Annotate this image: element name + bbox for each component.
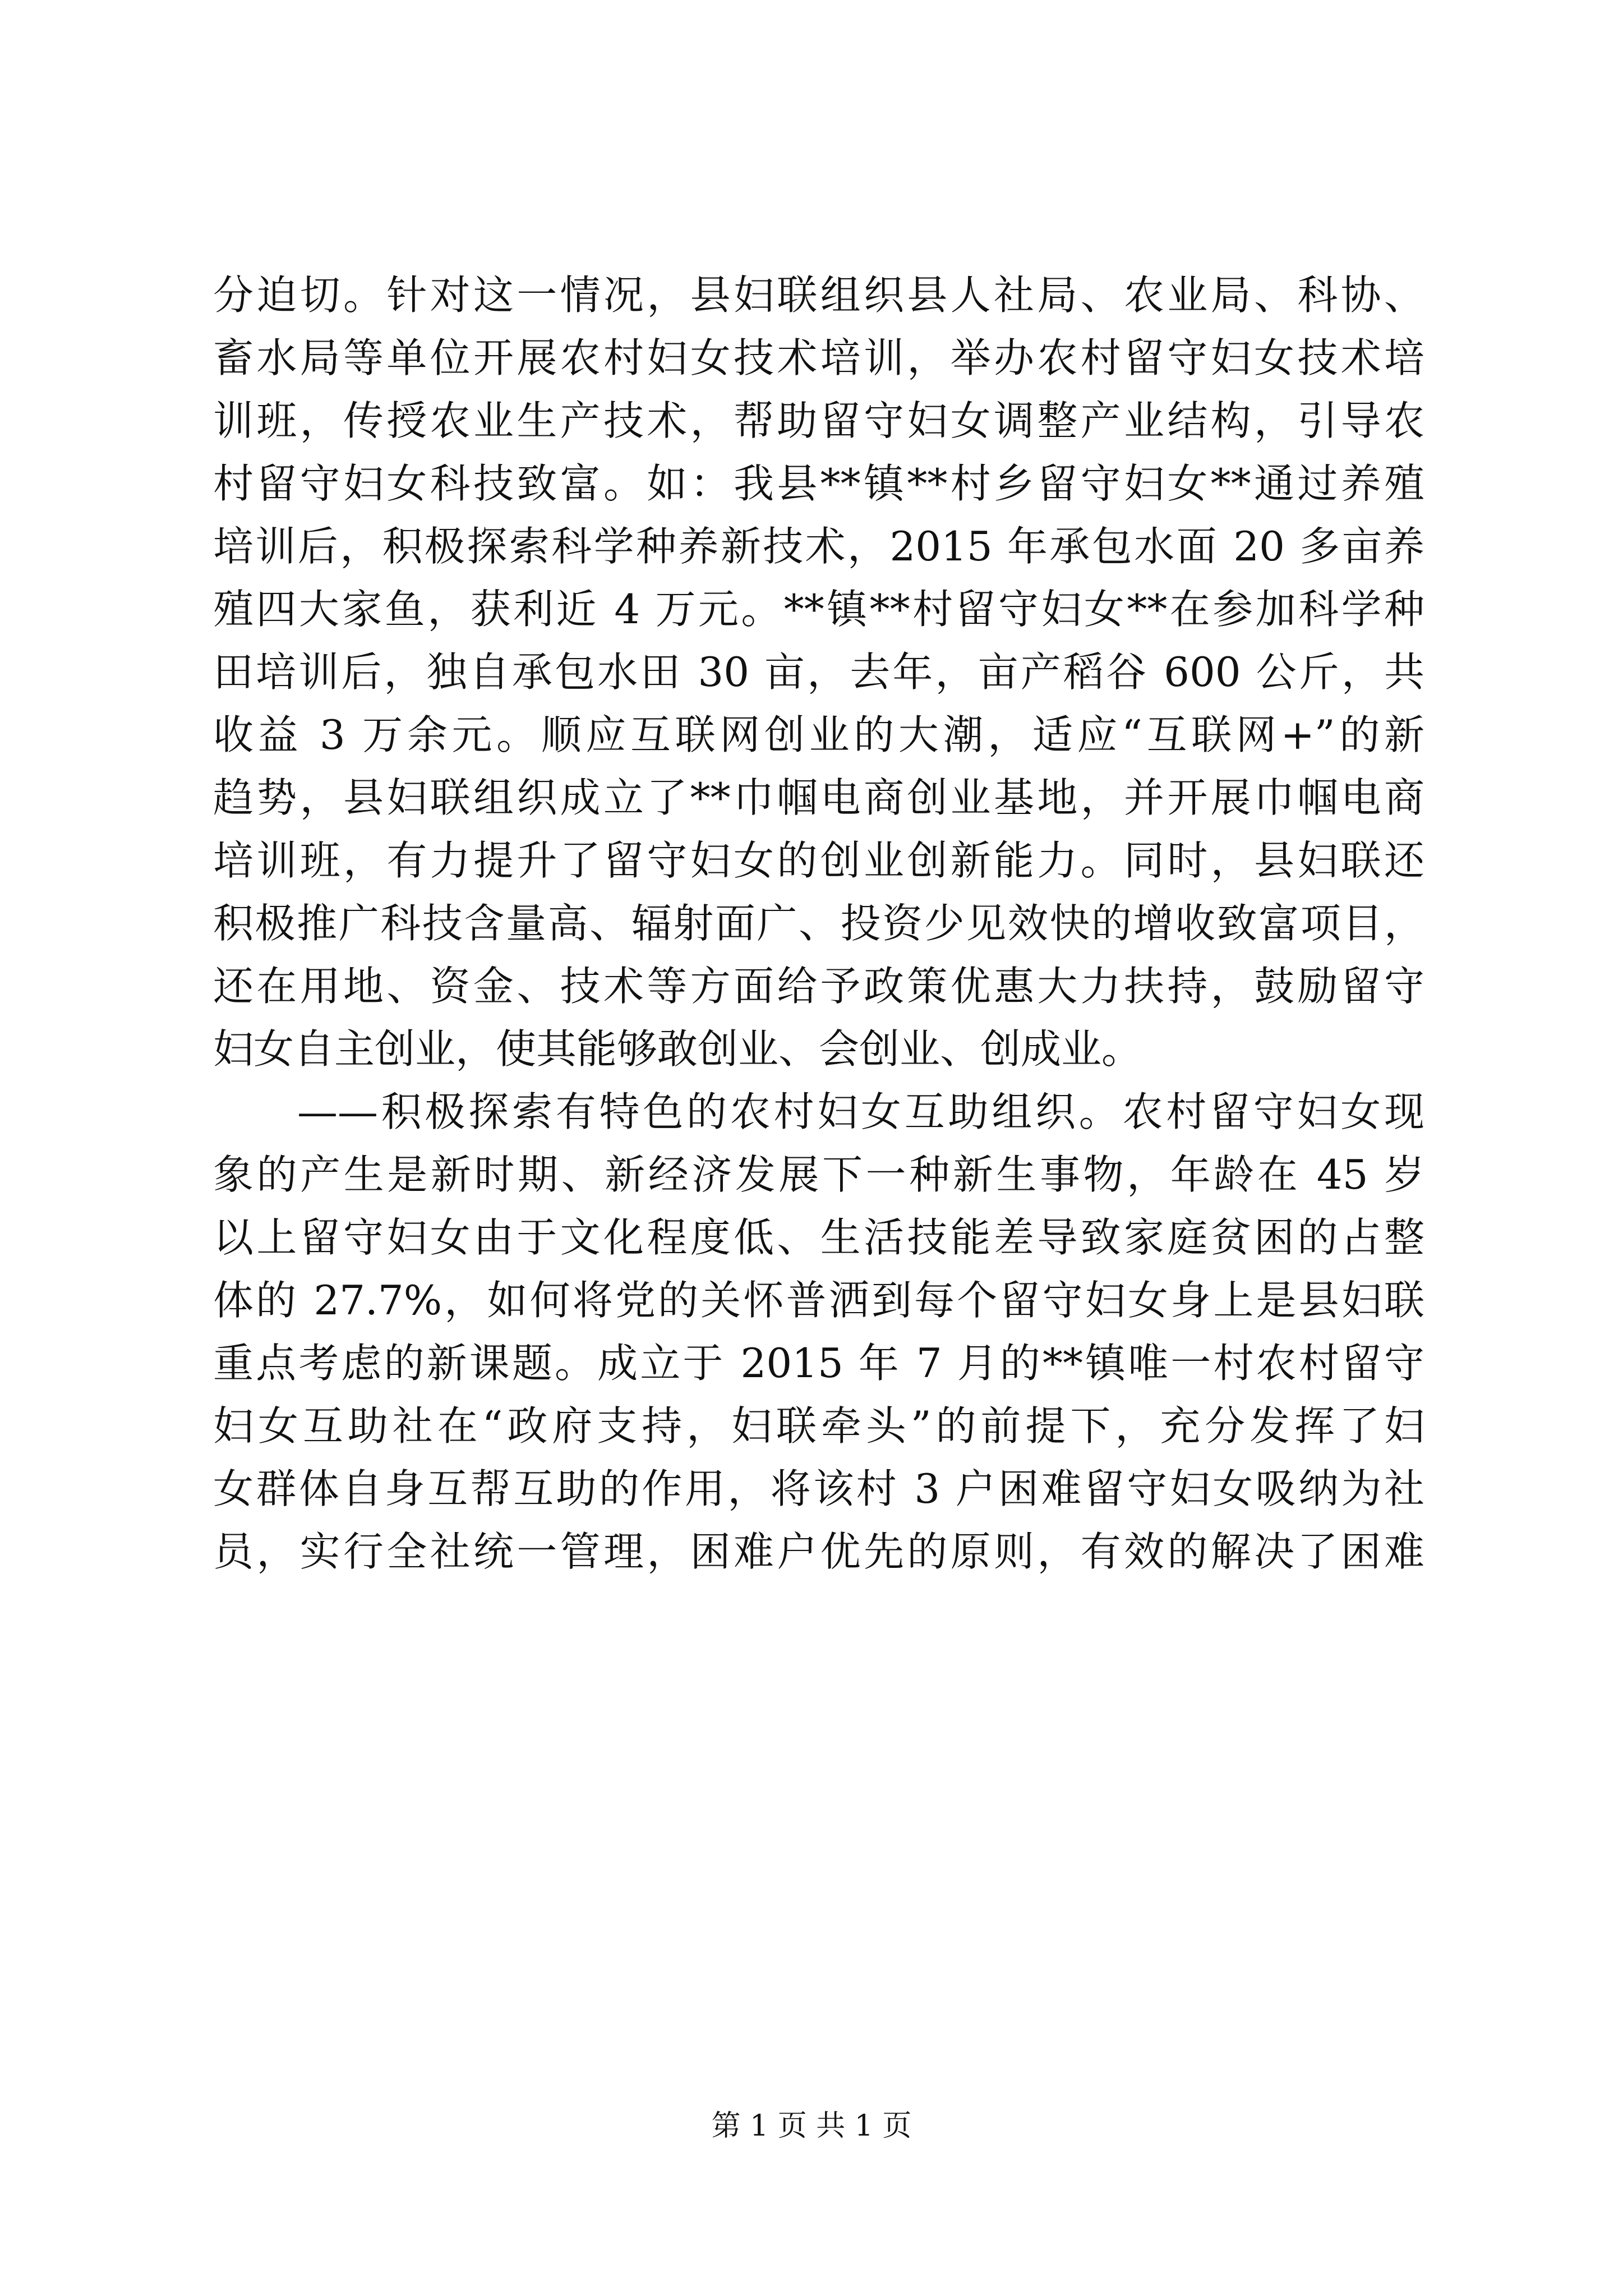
text-line: 分迫切。针对这一情况，县妇联组织县人社局、农业局、科协、 [213,272,1424,319]
text-line: 员，实行全社统一管理，困难户优先的原则，有效的解决了困难 [213,1528,1424,1575]
text-line: 妇女互助社在“政府支持，妇联牵头”的前提下，充分发挥了妇 [213,1402,1424,1450]
text-line: 田培训后，独自承包水田 30 亩，去年，亩产稻谷 600 公斤，共 [213,648,1424,696]
text-line: 畜水局等单位开展农村妇女技术培训，举办农村留守妇女技术培 [213,334,1424,381]
text-line: 趋势，县妇联组织成立了**巾帼电商创业基地，并开展巾帼电商 [213,774,1424,821]
page-footer [0,2106,1623,2146]
text-line: 训班，传授农业生产技术，帮助留守妇女调整产业结构，引导农 [213,397,1424,444]
text-line: 积极推广科技含量高、辐射面广、投资少见效快的增收致富项目， [213,900,1424,947]
text-line: 村留守妇女科技致富。如：我县**镇**村乡留守妇女**通过养殖 [213,460,1424,507]
text-line: 重点考虑的新课题。成立于 2015 年 7 月的**镇唯一村农村留守 [213,1340,1424,1387]
text-line: 还在用地、资金、技术等方面给予政策优惠大力扶持，鼓励留守 [213,963,1424,1010]
text-line: 培训班，有力提升了留守妇女的创业创新能力。同时，县妇联还 [213,837,1424,884]
page-number: 第 1 页 共 1 页 [711,2109,912,2143]
text-line: 女群体自身互帮互助的作用，将该村 3 户困难留守妇女吸纳为社 [213,1465,1424,1512]
text-line: 收益 3 万余元。顺应互联网创业的大潮，适应“互联网+”的新 [213,711,1424,758]
body-text [213,264,1424,1583]
text-line: 象的产生是新时期、新经济发展下一种新生事物，年龄在 45 岁 [213,1151,1424,1198]
text-line: 殖四大家鱼，获利近 4 万元。**镇**村留守妇女**在参加科学种 [213,586,1424,633]
paragraph-end-line: 妇女自主创业，使其能够敢创业、会创业、创成业。 [213,1025,1142,1073]
text-line: 体的 27.7%，如何将党的关怀普洒到每个留守妇女身上是县妇联 [213,1277,1424,1324]
text-line: 以上留守妇女由于文化程度低、生活技能差导致家庭贫困的占整 [213,1214,1424,1261]
paragraph-start-line: ——积极探索有特色的农村妇女互助组织。农村留守妇女现 [297,1088,1424,1135]
text-line: 培训后，积极探索科学种养新技术，2015 年承包水面 20 多亩养 [213,523,1424,570]
